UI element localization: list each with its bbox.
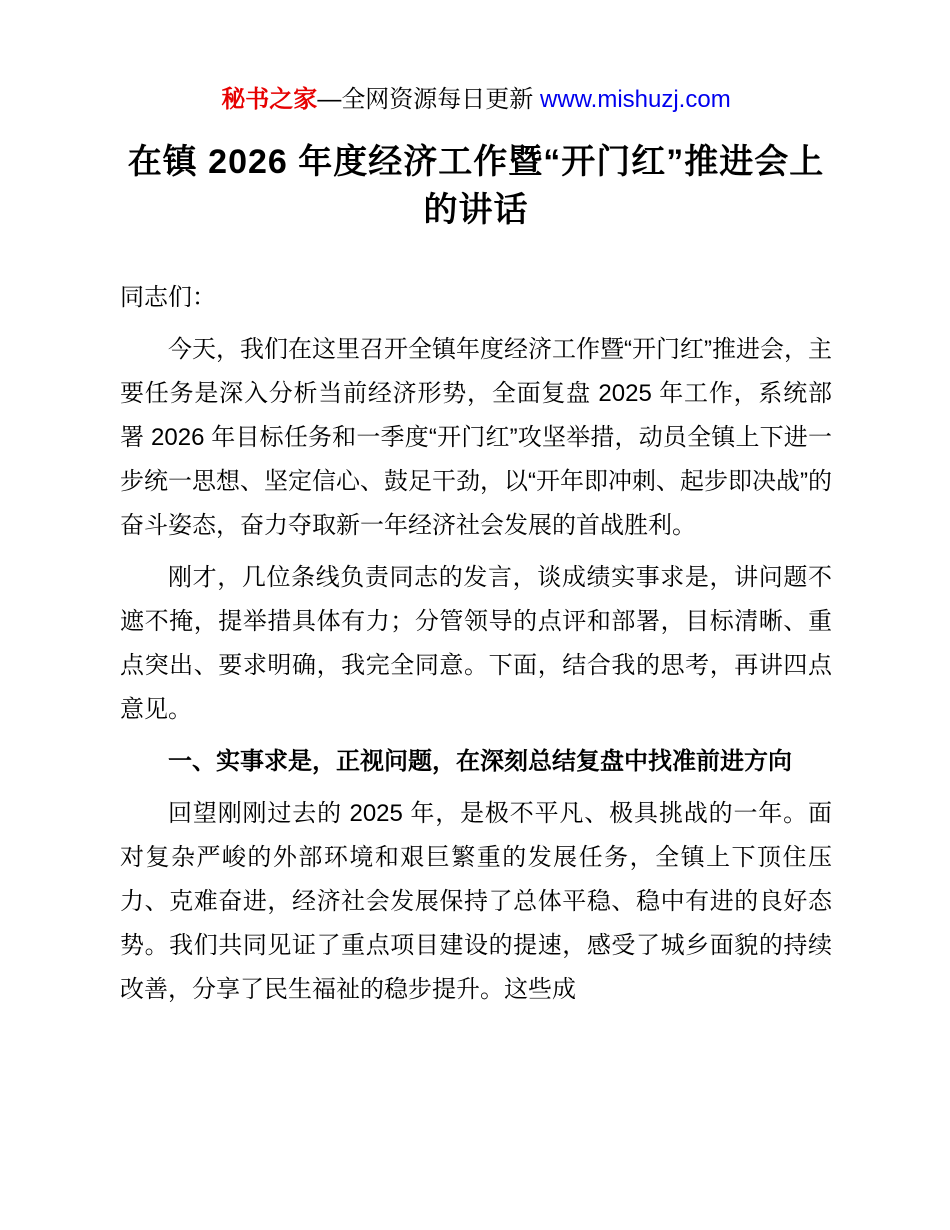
- site-url-link[interactable]: www.mishuzj.com: [539, 86, 731, 113]
- document-body: [120, 276, 832, 1012]
- paragraph-2: 刚才，几位条线负责同志的发言，谈成绩实事求是，讲问题不遮不掩，提举措具体有力；分管领导的点评和部署，目标清晰、重点突出、要求明确，我完全同意。下面，结合我的思考，再讲四点意见。: [120, 564, 832, 724]
- site-brand: 秘书之家: [221, 86, 318, 113]
- document-title: 在镇 2026 年度经济工作暨“开门红”推进会上的讲话: [127, 143, 825, 229]
- section-heading-1: 一、实事求是，正视问题，在深刻总结复盘中找准前进方向: [168, 748, 792, 776]
- site-header: [120, 84, 832, 115]
- paragraph-1: 今天，我们在这里召开全镇年度经济工作暨“开门红”推进会，主要任务是深入分析当前经济形势，全面复盘 2025 年工作，系统部署 2026 年目标任务和一季度“开门红”攻坚举措，动员全镇上下进一步统一思想、坚定信心、鼓足干劲，以“开年即冲刺、起步即决战”的奋斗姿态，奋力夺取新一年经济社会发展的首战胜利。: [120, 336, 832, 540]
- salutation: 同志们：: [120, 284, 216, 312]
- site-tagline: —全网资源每日更新: [317, 86, 540, 113]
- paragraph-3: 回望刚刚过去的 2025 年，是极不平凡、极具挑战的一年。面对复杂严峻的外部环境和艰巨繁重的发展任务，全镇上下顶住压力、克难奋进，经济社会发展保持了总体平稳、稳中有进的良好态势。我们共同见证了重点项目建设的提速，感受了城乡面貌的持续改善，分享了民生福祉的稳步提升。这些成: [120, 800, 832, 1004]
